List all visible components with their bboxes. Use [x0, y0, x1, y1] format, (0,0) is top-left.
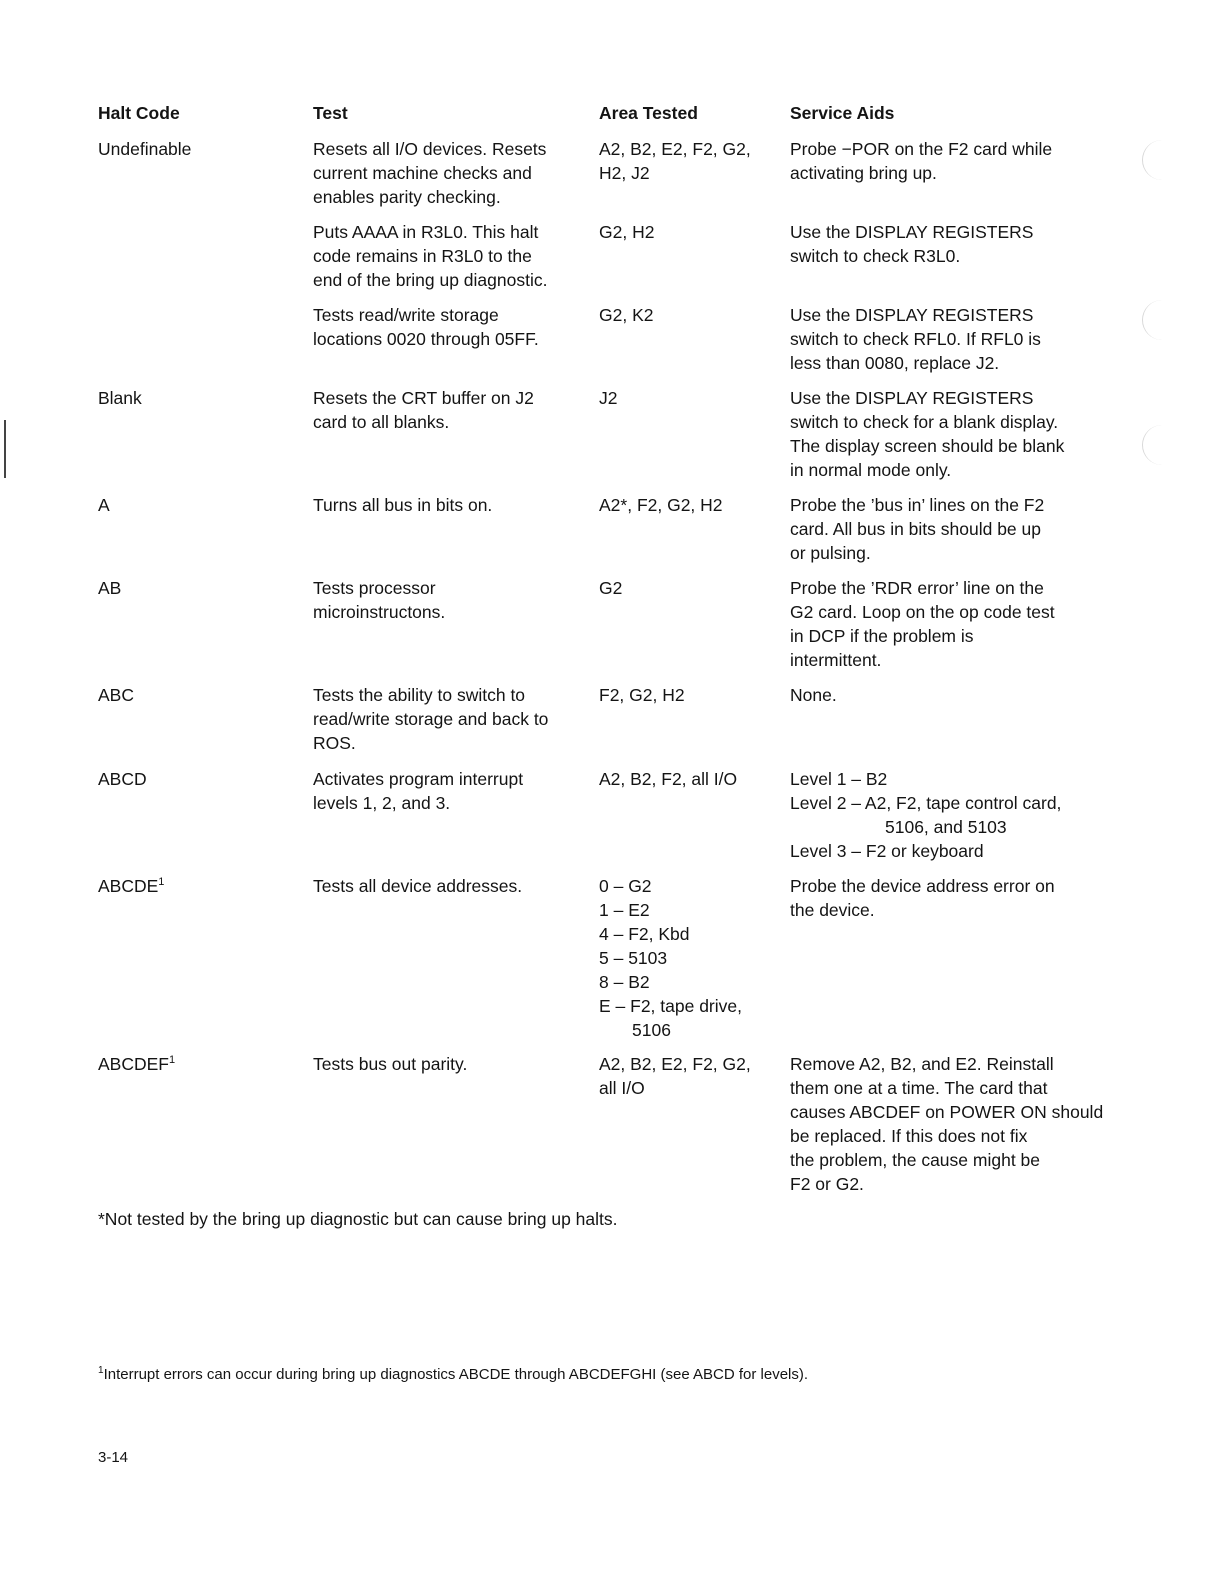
area-tested: A2, B2, E2, F2, G2, all I/O — [599, 1054, 751, 1098]
service-aids — [790, 767, 1120, 863]
service-aids: None. — [790, 685, 837, 705]
area-line: 5 – 5103 — [599, 948, 668, 968]
area-tested: F2, G2, H2 — [599, 685, 685, 705]
area-line: 5106 — [632, 1020, 671, 1040]
test-description: Turns all bus in bits on. — [313, 495, 493, 515]
area-tested: G2, K2 — [599, 305, 654, 325]
halt-code: ABC — [98, 685, 134, 705]
area-tested: A2, B2, F2, all I/O — [599, 769, 738, 789]
service-aids: Use the DISPLAY REGISTERS switch to check RFL0. If RFL0 is less than 0080, replace J2. — [790, 305, 1041, 373]
halt-code: A — [98, 495, 110, 515]
test-description: Resets the CRT buffer on J2 card to all blanks. — [313, 388, 534, 432]
area-tested: J2 — [599, 388, 618, 408]
test-description: Tests bus out parity. — [313, 1054, 468, 1074]
service-aids: Probe the device address error on the device. — [790, 876, 1055, 920]
service-aid-line: Level 3 – F2 or keyboard — [790, 841, 984, 861]
binder-hole-mark — [1142, 425, 1169, 465]
service-aid-line: Level 1 – B2 — [790, 769, 888, 789]
service-aid-line: 5106, and 5103 — [885, 817, 1007, 837]
binder-hole-mark — [1142, 300, 1169, 340]
area-tested: G2, H2 — [599, 222, 655, 242]
header-test: Test — [313, 103, 348, 123]
area-tested: A2*, F2, G2, H2 — [599, 495, 723, 515]
area-line: 0 – G2 — [599, 876, 652, 896]
halt-code: Undefinable — [98, 139, 192, 159]
table-header — [0, 101, 1224, 127]
header-halt-code: Halt Code — [98, 103, 180, 123]
halt-code: Blank — [98, 388, 142, 408]
halt-code-text: ABCDEF — [98, 1054, 169, 1074]
service-aids: Probe the ’bus in’ lines on the F2 card. All bus in bits should be up or pulsing. — [790, 495, 1045, 563]
footnote-marker: 1 — [168, 1054, 176, 1067]
scan-artifact — [4, 420, 6, 478]
footnote — [98, 1363, 1148, 1387]
page-number: 3-14 — [98, 1449, 129, 1466]
halt-code: AB — [98, 578, 122, 598]
test-description: Tests the ability to switch to read/write storage and back to ROS. — [313, 685, 549, 753]
area-line: E – F2, tape drive, — [599, 996, 742, 1016]
test-description: Puts AAAA in R3L0. This halt code remains in R3L0 to the end of the bring up diagnostic. — [313, 222, 548, 290]
area-line: 8 – B2 — [599, 972, 650, 992]
test-description: Activates program interrupt levels 1, 2, and 3. — [313, 769, 524, 813]
area-tested: G2 — [599, 578, 623, 598]
area-tested — [599, 874, 779, 1042]
header-service-aids: Service Aids — [790, 103, 895, 123]
test-description: Resets all I/O devices. Resets current machine checks and enables parity checking. — [313, 139, 547, 207]
halt-code — [98, 874, 298, 898]
test-description: Tests processor microinstructons. — [313, 578, 446, 622]
halt-code: ABCD — [98, 769, 147, 789]
service-aids: Remove A2, B2, and E2. Reinstall them one at a time. The card that causes ABCDEF on POWER ON should be replaced. If this does not fix the problem, the cause might be F2 or G2. — [790, 1054, 1104, 1194]
footnote-marker: 1 — [158, 876, 165, 889]
area-line: 4 – F2, Kbd — [599, 924, 690, 944]
area-line: 1 – E2 — [599, 900, 650, 920]
service-aids: Probe −POR on the F2 card while activating bring up. — [790, 139, 1053, 183]
test-description: Tests read/write storage locations 0020 through 05FF. — [313, 305, 539, 349]
header-area-tested: Area Tested — [599, 103, 698, 123]
binder-hole-mark — [1142, 140, 1169, 180]
footnote-marker: 1 — [98, 1365, 104, 1376]
area-tested: A2, B2, E2, F2, G2, H2, J2 — [599, 139, 751, 183]
service-aids: Use the DISPLAY REGISTERS switch to check R3L0. — [790, 222, 1034, 266]
service-aid-line: Level 2 – A2, F2, tape control card, — [790, 793, 1062, 813]
service-aids: Probe the ’RDR error’ line on the G2 card. Loop on the op code test in DCP if the problem is intermittent. — [790, 578, 1055, 670]
halt-code-text: ABCDE — [98, 876, 159, 896]
service-aids: Use the DISPLAY REGISTERS switch to check for a blank display. The display screen should be blank in normal mode only. — [790, 388, 1065, 480]
asterisk-note: *Not tested by the bring up diagnostic but can cause bring up halts. — [98, 1209, 618, 1229]
halt-code — [98, 1052, 298, 1076]
test-description: Tests all device addresses. — [313, 876, 523, 896]
footnote-text: Interrupt errors can occur during bring up diagnostics ABCDE through ABCDEFGHI (see ABCD for levels). — [103, 1366, 809, 1383]
